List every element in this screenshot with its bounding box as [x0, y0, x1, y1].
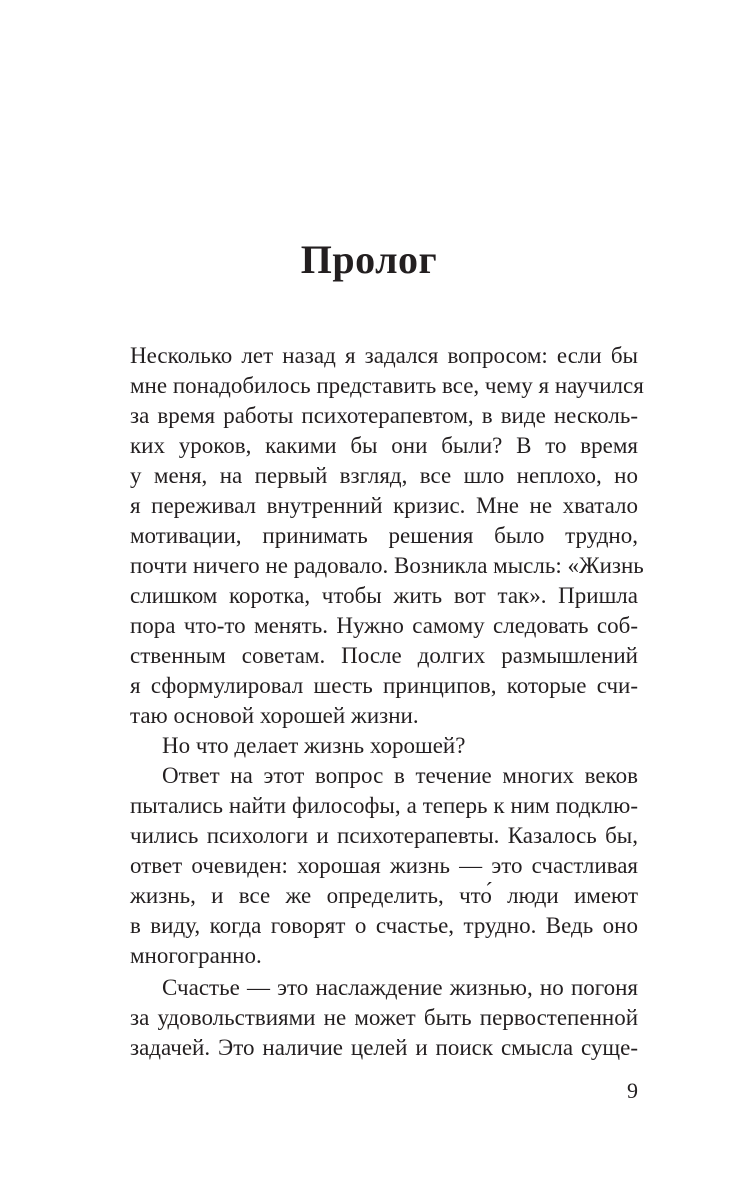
text-line: таю основой хорошей жизни.: [130, 703, 419, 728]
chapter-title: Пролог: [300, 237, 438, 282]
paragraph: [130, 761, 638, 971]
text-line: Ответ на этот вопрос в течение многих веков: [162, 763, 638, 788]
text-line: я сформулировал шесть принципов, которые счи-: [130, 673, 638, 698]
text-line: ственным советам. После долгих размышлений: [130, 643, 638, 668]
text-line: многогранно.: [130, 943, 262, 968]
text-line: я переживал внутренний кризис. Мне не хватало: [130, 493, 638, 518]
text-line: мне понадобилось представить все, чему я научился: [130, 373, 644, 398]
text-line: Несколько лет назад я задался вопросом: если бы: [130, 343, 638, 368]
page-number: 9: [627, 1078, 638, 1103]
paragraph: [130, 341, 644, 731]
text-line: ких уроков, какими бы они были? В то время: [130, 433, 638, 458]
text-line: почти ничего не радовало. Возникла мысль: «Жизнь: [130, 553, 644, 578]
paragraph: [130, 973, 638, 1063]
text-line: слишком коротка, чтобы жить вот так». Пришла: [130, 583, 638, 608]
text-line: мотивации, принимать решения было трудно,: [130, 523, 638, 548]
text-line: жизнь, и все же определить, что́ люди имеют: [130, 883, 638, 908]
text-line: Счастье — это наслаждение жизнью, но погоня: [162, 975, 638, 1000]
text-line: Но что делает жизнь хорошей?: [162, 733, 466, 758]
text-line: чились психологи и психотерапевты. Казалось бы,: [130, 823, 638, 848]
paragraph: [130, 731, 638, 761]
text-line: ответ очевиден: хорошая жизнь — это счастливая: [130, 853, 638, 878]
text-line: в виду, когда говорят о счастье, трудно. Ведь оно: [130, 913, 638, 938]
text-line: пытались найти философы, а теперь к ним подклю-: [130, 793, 638, 818]
text-line: за время работы психотерапевтом, в виде несколь-: [130, 403, 638, 428]
text-line: у меня, на первый взгляд, все шло неплохо, но: [130, 463, 638, 488]
body-text: [130, 341, 644, 1063]
text-line: за удовольствиями не может быть первостепенной: [130, 1005, 638, 1030]
text-line: задачей. Это наличие целей и поиск смысла суще-: [130, 1035, 638, 1060]
text-line: пора что-то менять. Нужно самому следовать соб-: [130, 613, 638, 638]
